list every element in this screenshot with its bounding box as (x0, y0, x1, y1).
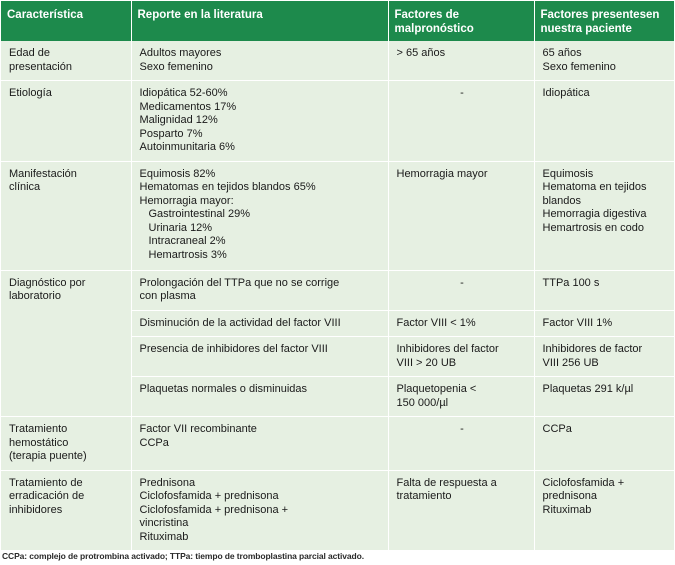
header-row (1, 1, 674, 41)
table-row (1, 41, 674, 81)
cell-line: Prednisona (139, 476, 196, 489)
cell-line: CCPa (139, 436, 169, 449)
row-label (1, 417, 131, 471)
table-row (1, 161, 674, 270)
literature-cell (131, 337, 388, 377)
cell-line: prednisona (542, 490, 597, 502)
table-row (1, 417, 674, 471)
patient-cell (534, 161, 674, 270)
literature-cell (131, 161, 388, 270)
cell-line: Factores de mal (394, 9, 460, 35)
cell-line: VIII > 20 UB (396, 356, 457, 369)
cell-line: laboratorio (9, 290, 61, 302)
table-row (1, 81, 674, 162)
row-label (1, 81, 131, 162)
poor-prognosis-cell: - (388, 270, 534, 310)
cell-line: Ciclofosfamida + prednisona + (139, 503, 289, 516)
cell-line: CCPa (542, 423, 572, 435)
patient-cell (534, 417, 674, 471)
cell-line: Rituximab (139, 530, 189, 543)
patient-cell (534, 470, 674, 551)
row-label (1, 41, 131, 81)
cell-line: Hemartrosis 3% (148, 248, 227, 261)
cell-line: Tratamiento de (9, 476, 83, 489)
patient-cell (534, 81, 674, 162)
literature-cell (131, 81, 388, 162)
cell-line: 150 000/µl (396, 396, 449, 409)
cell-line: Intracraneal 2% (148, 235, 226, 247)
literature-cell (131, 270, 388, 310)
table-container (1, 1, 674, 551)
cell-line: presentación (9, 60, 72, 73)
cell-line: inhibidores (9, 503, 63, 516)
cell-line: VIII 256 UB (542, 356, 599, 369)
cell-line: Edad de (9, 47, 50, 59)
cell-line: (terapia puente) (9, 450, 87, 462)
cell-line: Reporte en la literatura (137, 9, 263, 21)
cell-line: Plaquetopenia < (396, 383, 477, 395)
cell-line: Prolongación del TTPa que no se corrige (139, 276, 340, 289)
cell-line: Disminución de la actividad del factor VIII (139, 316, 341, 329)
cell-line: con plasma (139, 290, 196, 302)
cell-line: Plaquetas normales o disminuidas (139, 383, 308, 395)
cell-line: Factores presentes (540, 9, 646, 21)
poor-prognosis-cell (388, 41, 534, 81)
poor-prognosis-cell (388, 377, 534, 417)
cell-line: Hemorragia mayor (396, 167, 488, 180)
poor-prognosis-cell: - (388, 417, 534, 471)
cell-line: 65 años (542, 47, 582, 59)
literature-sublines (140, 208, 382, 262)
literature-cell (131, 41, 388, 81)
cell-line: Rituximab (542, 503, 592, 516)
cell-line: blandos (542, 194, 582, 207)
cell-line: Factor VII recombinante (139, 423, 257, 435)
cell-line: en nuestra paciente (540, 9, 660, 35)
cell-line: Hematomas en tejidos blandos 65% (139, 181, 316, 193)
cell-line: Sexo femenino (139, 60, 213, 73)
cell-line: Etiología (9, 87, 52, 99)
patient-cell (534, 377, 674, 417)
header-literatura (131, 1, 388, 41)
cell-line: Factor VIII < 1% (396, 316, 476, 329)
cell-line: Hemartrosis en codo (542, 221, 644, 234)
row-label (1, 470, 131, 551)
patient-cell (534, 270, 674, 310)
cell-line: Ciclofosfamida + (542, 476, 625, 489)
cell-line: Idiopática (542, 87, 590, 99)
cell-line: clínica (9, 181, 41, 193)
cell-line: Diagnóstico por (9, 276, 86, 289)
cell-line: pronóstico (414, 22, 474, 35)
literature-cell (131, 310, 388, 337)
cell-line: Tratamiento (9, 423, 68, 435)
patient-cell (534, 337, 674, 377)
patient-cell (534, 41, 674, 81)
poor-prognosis-cell: - (388, 81, 534, 162)
cell-line: Equimosis 82% (139, 167, 216, 180)
cell-line: hemostático (9, 436, 69, 449)
cell-line: Malignidad 12% (139, 114, 218, 126)
cell-line: Adultos mayores (139, 47, 222, 59)
cell-line: Hemorragia mayor: (139, 194, 234, 207)
cell-line: Autoinmunitaria 6% (139, 141, 235, 153)
cell-line: Inhibidores del factor (396, 343, 499, 355)
patient-cell (534, 310, 674, 337)
cell-line: Presencia de inhibidores del factor VIII (139, 343, 328, 355)
literature-lines (140, 168, 382, 209)
cell-line: Falta de respuesta a (396, 476, 497, 489)
cell-line: Posparto 7% (139, 127, 203, 140)
row-label (1, 161, 131, 270)
literature-cell (131, 417, 388, 471)
table-footnote: CCPa: complejo de protrombina activado; TTPa: tiempo de tromboplastina parcial activado. (2, 551, 364, 561)
table-row (1, 470, 674, 551)
cell-line: erradicación de (9, 490, 85, 502)
cell-line: Característica (7, 9, 84, 21)
cell-line: Factor VIII 1% (542, 316, 613, 329)
cell-line: Medicamentos 17% (139, 100, 237, 113)
row-label (1, 270, 131, 417)
cell-line: Sexo femenino (542, 60, 616, 73)
poor-prognosis-cell (388, 161, 534, 270)
cell-line: Gastrointestinal 29% (148, 208, 250, 220)
cell-line: Hematoma en tejidos (542, 181, 647, 193)
cell-line: Equimosis (542, 167, 594, 180)
table-row (1, 270, 674, 310)
cell-line: Hemorragia digestiva (542, 208, 647, 220)
cell-line: Inhibidores de factor (542, 343, 643, 355)
cell-line: TTPa 100 s (542, 276, 600, 289)
clinical-comparison-table (1, 1, 674, 551)
cell-line: > 65 años (396, 47, 446, 59)
cell-line: Plaquetas 291 k/µl (542, 383, 634, 395)
cell-line: Manifestación (9, 167, 77, 180)
literature-cell (131, 470, 388, 551)
poor-prognosis-cell (388, 470, 534, 551)
literature-cell (131, 377, 388, 417)
header-caracteristica (1, 1, 131, 41)
cell-line: Urinaria 12% (148, 221, 213, 234)
cell-line: Idiopática 52-60% (139, 87, 228, 99)
poor-prognosis-cell (388, 310, 534, 337)
cell-line: tratamiento (396, 490, 452, 502)
cell-line: Ciclofosfamida + prednisona (139, 490, 279, 502)
poor-prognosis-cell (388, 337, 534, 377)
header-mal-pronostico (388, 1, 534, 41)
cell-line: vincristina (139, 517, 189, 529)
header-paciente (534, 1, 674, 41)
